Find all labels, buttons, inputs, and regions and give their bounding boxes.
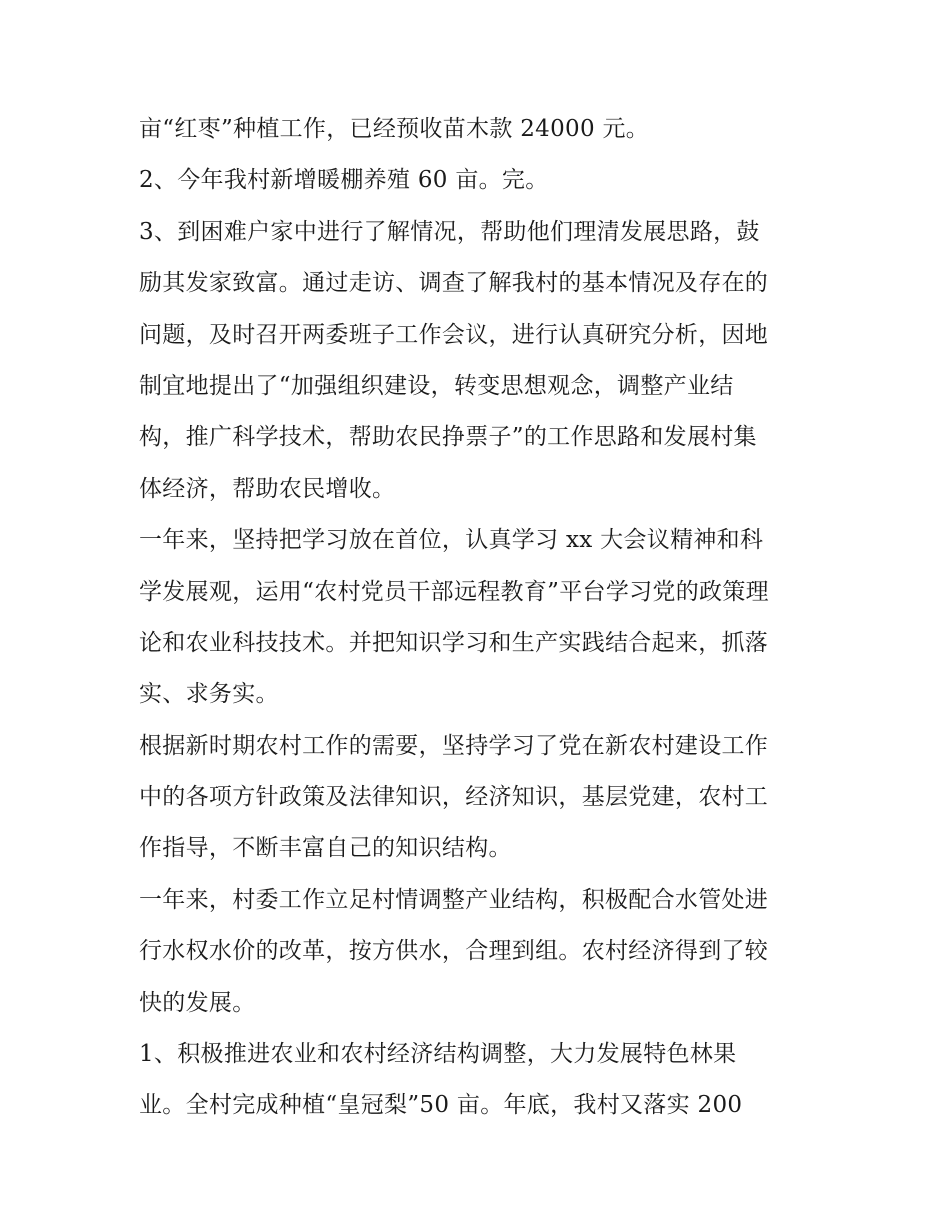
text-line: 1、积极推进农业和农村经济结构调整，大力发展特色林果 [139,1041,737,1068]
text-line: 行水权水价的改革，按方供水，合理到组。农村经济得到了较 [139,938,769,965]
document-body [139,104,829,1132]
text-line: 体经济，帮助农民增收。 [139,475,396,502]
text-line: 2、今年我村新增暖棚养殖 60 亩。完。 [139,167,549,194]
text-line: 励其发家致富。通过走访、调查了解我村的基本情况及存在的 [139,270,769,297]
text-line: 作指导，不断丰富自己的知识结构。 [139,835,512,862]
text-line: 问题，及时召开两委班子工作会议，进行认真研究分析，因地 [139,321,769,348]
text-line: 一年来，坚持把学习放在首位，认真学习 xx 大会议精神和科 [139,527,764,554]
text-line: 学发展观，运用“农村党员干部远程教育”平台学习党的政策理 [139,578,769,605]
text-line: 3、到困难户家中进行了解情况，帮助他们理清发展思路，鼓 [139,218,760,245]
text-line: 业。全村完成种植“皇冠梨”50 亩。年底，我村又落实 200 [139,1092,743,1119]
text-line: 中的各项方针政策及法律知识，经济知识，基层党建，农村工 [139,784,769,811]
text-line: 亩“红枣”种植工作，已经预收苗木款 24000 元。 [139,116,650,142]
text-line: 一年来，村委工作立足村情调整产业结构，积极配合水管处进 [139,886,769,913]
text-line: 构，推广科学技术，帮助农民挣票子”的工作思路和发展村集 [139,424,757,451]
text-line: 论和农业科技技术。并把知识学习和生产实践结合起来，抓落 [139,629,769,656]
text-line: 快的发展。 [139,989,256,1016]
text-line: 制宜地提出了“加强组织建设，转变思想观念，调整产业结 [139,372,734,399]
text-line: 实、求务实。 [139,681,279,708]
text-line: 根据新时期农村工作的需要，坚持学习了党在新农村建设工作 [139,732,769,759]
